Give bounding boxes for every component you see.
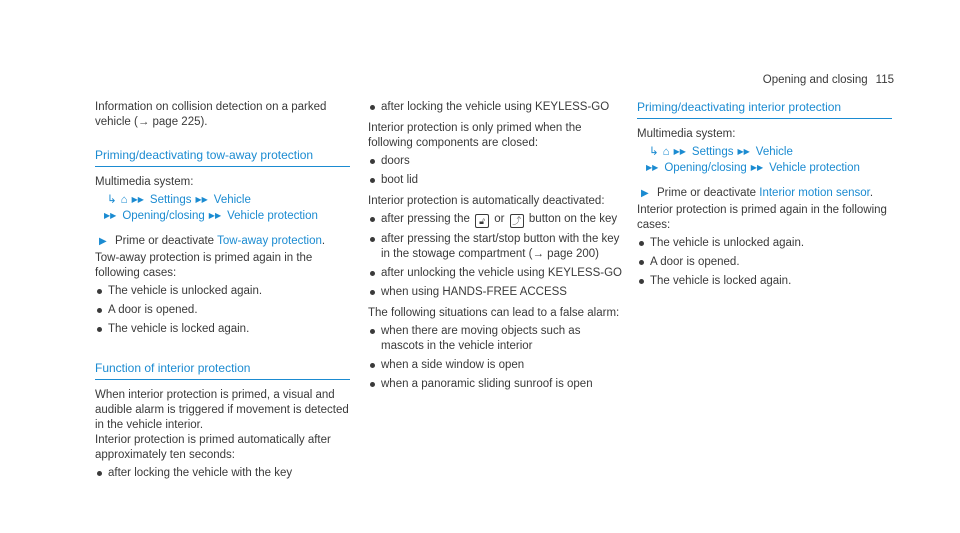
path-item: Vehicle protection xyxy=(227,210,318,222)
list-item: The vehicle is locked again. xyxy=(95,322,350,337)
path-item: Vehicle xyxy=(213,194,251,206)
page-number: 115 xyxy=(875,74,894,86)
components-bullets xyxy=(368,154,624,188)
path-item: Vehicle protection xyxy=(769,162,860,174)
false-alarm-intro: The following situations can lead to a false alarm: xyxy=(368,307,620,319)
path-item: Settings xyxy=(149,194,192,206)
page-header xyxy=(763,73,894,88)
false-alarm-bullets xyxy=(368,324,624,392)
list-item: after locking the vehicle using KEYLESS-GO xyxy=(368,100,624,115)
home-icon: ⌂ xyxy=(120,194,128,206)
tow-away-protection-link[interactable]: Tow-away protection xyxy=(217,235,322,247)
list-item: when there are moving objects such as mascots in the vehicle interior xyxy=(368,324,624,354)
home-icon: ⌂ xyxy=(662,146,670,158)
list-item: after pressing the 🔓︎ or ⤴ button on the key xyxy=(368,212,624,228)
section-title-interior-priming: Priming/deactivating interior protection xyxy=(637,100,892,119)
chevron-icon: ▶▶ xyxy=(737,147,750,156)
boot-lid-icon: ⤴ xyxy=(510,214,524,228)
chapter-title: Opening and closing xyxy=(762,74,868,86)
path-item: Settings xyxy=(691,146,734,158)
interior-function-bullets xyxy=(95,466,350,481)
list-item: The vehicle is unlocked again. xyxy=(95,284,350,299)
path-item: Opening/closing xyxy=(122,210,205,222)
chevron-icon: ▶▶ xyxy=(104,211,117,220)
list-item: after pressing the start/stop button with the key in the stowage compartment (→ page 200) xyxy=(368,232,624,262)
intro-text: Information on collision detection on a parked vehicle (→ page 225). xyxy=(95,101,327,128)
list-item: The vehicle is unlocked again. xyxy=(637,236,892,251)
path-hook-icon: ↳ xyxy=(107,194,117,206)
path-hook-icon: ↳ xyxy=(649,146,659,158)
menu-path xyxy=(637,144,892,176)
chevron-icon: ▶▶ xyxy=(208,211,222,220)
step-arrow-icon: ▶ xyxy=(99,236,107,247)
components-intro: Interior protection is only primed when the following components are closed: xyxy=(368,122,582,149)
chevron-icon: ▶▶ xyxy=(646,163,659,172)
system-label: Multimedia system: xyxy=(95,176,194,188)
list-item: A door is opened. xyxy=(637,255,892,270)
deactivated-intro: Interior protection is automatically deactivated: xyxy=(368,195,605,207)
interior-priming-desc: Interior protection is primed again in the following cases: xyxy=(637,204,887,231)
tow-away-desc: Tow-away protection is primed again in the following cases: xyxy=(95,252,313,279)
list-item: A door is opened. xyxy=(95,303,350,318)
chevron-icon: ▶▶ xyxy=(195,195,208,204)
keyless-bullets xyxy=(368,100,624,115)
instruction-step: ▶ Prime or deactivate Tow-away protection. xyxy=(99,235,326,247)
step-arrow-icon: ▶ xyxy=(641,188,649,199)
system-label: Multimedia system: xyxy=(637,128,736,140)
list-item: when a panoramic sliding sunroof is open xyxy=(368,377,624,392)
chevron-icon: ▶▶ xyxy=(673,147,686,156)
section-title-interior-function: Function of interior protection xyxy=(95,361,350,380)
column-3 xyxy=(637,100,892,295)
interior-motion-sensor-link[interactable]: Interior motion sensor xyxy=(759,187,870,199)
column-1 xyxy=(95,100,350,487)
column-2 xyxy=(368,100,624,398)
deactivated-bullets xyxy=(368,212,624,300)
list-item: when a side window is open xyxy=(368,358,624,373)
list-item: when using HANDS-FREE ACCESS xyxy=(368,285,624,300)
list-item: after locking the vehicle with the key xyxy=(95,466,350,481)
interior-priming-bullets xyxy=(637,236,892,289)
chevron-icon: ▶▶ xyxy=(131,195,144,204)
list-item: boot lid xyxy=(368,173,624,188)
padlock-open-icon: 🔓︎ xyxy=(475,214,489,228)
tow-away-bullets xyxy=(95,284,350,337)
instruction-step: ▶ Prime or deactivate Interior motion sensor. xyxy=(641,187,874,199)
interior-function-p2: Interior protection is primed automatically after approximately ten seconds: xyxy=(95,434,331,461)
menu-path xyxy=(95,192,350,224)
list-item: The vehicle is locked again. xyxy=(637,274,892,289)
interior-function-p1: When interior protection is primed, a visual and audible alarm is triggered if movement is detected in the vehicle interior. xyxy=(95,389,349,431)
path-item: Opening/closing xyxy=(664,162,747,174)
path-item: Vehicle xyxy=(755,146,793,158)
list-item: doors xyxy=(368,154,624,169)
section-title-tow-away: Priming/deactivating tow-away protection xyxy=(95,148,350,167)
list-item: after unlocking the vehicle using KEYLESS-GO xyxy=(368,266,624,281)
chevron-icon: ▶▶ xyxy=(750,163,764,172)
